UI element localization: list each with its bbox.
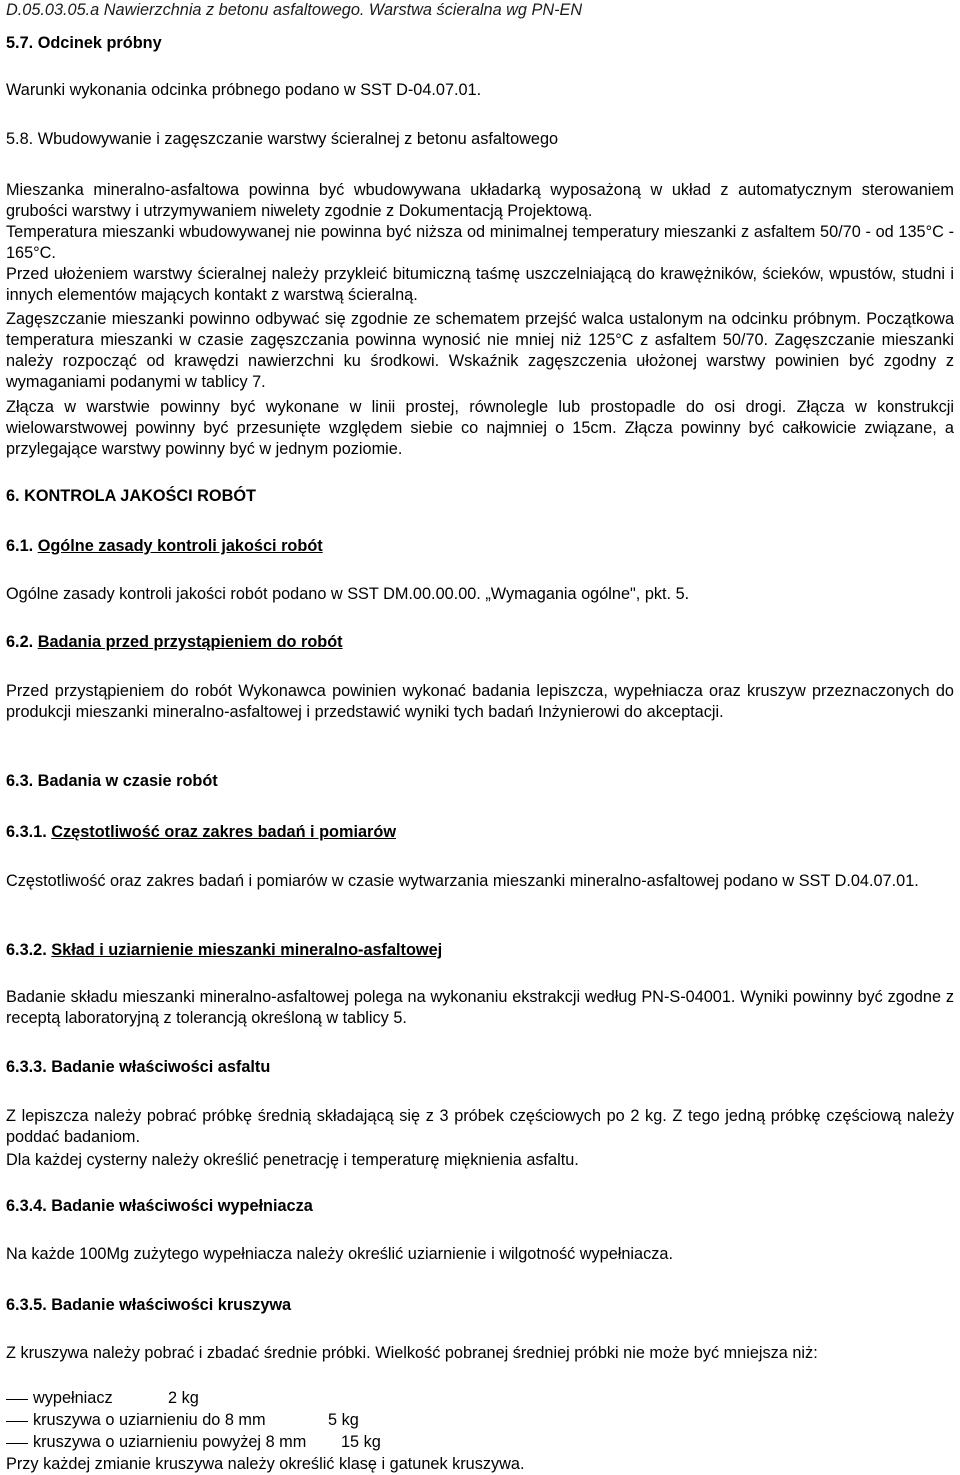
section-heading-5-7 [6, 33, 954, 54]
paragraph: Warunki wykonania odcinka próbnego podano w SST D-04.07.01. [6, 81, 482, 99]
section-title: Skład i uziarnienie mieszanki mineralno-asfaltowej [51, 941, 443, 959]
list-item-label: kruszywa o uziarnieniu powyżej 8 mm [33, 1433, 307, 1451]
paragraph: Badanie składu mieszanki mineralno-asfaltowej polega na wykonaniu ekstrakcji według PN-S-04001. Wyniki powinny być zgodne z receptą laboratoryjną z tolerancją określoną w tablicy 5. [6, 988, 954, 1027]
section-title: Badanie właściwości wypełniacza [51, 1197, 313, 1215]
section-title: Badania przed przystąpieniem do robót [37, 633, 343, 651]
section-title: Badanie właściwości kruszywa [51, 1296, 292, 1314]
list-item-value: 5 kg [328, 1411, 359, 1429]
paragraph: Złącza w warstwie powinny być wykonane w linii prostej, równolegle lub prostopadle do osi drogi. Złącza w konstrukcji wielowarstwowej powinny być przesunięte względem siebie co najmniej o 15cm. Złącza powinny być całkowicie związane, a przylegające warstwy powinny być w jednym poziomie. [6, 398, 954, 458]
section-number: 6.1. [6, 537, 34, 555]
section-number: 6.3.3. [6, 1058, 47, 1076]
section-heading-6-3-4 [6, 1196, 954, 1217]
section-number: 5.7. [6, 34, 34, 52]
section-heading-6-3-3 [6, 1057, 954, 1078]
section-heading-5-8 [6, 129, 954, 150]
section-number: 6.2. [6, 633, 34, 651]
section-heading-6-1 [6, 536, 954, 557]
paragraph: Przed ułożeniem warstwy ścieralnej należy przykleić bitumiczną taśmę uszczelniającą do krawężników, ścieków, wpustów, studni i innych elementów mających kontakt z warstwą ścieralną. [6, 265, 954, 304]
list-item-label: kruszywa o uziarnieniu do 8 mm [33, 1411, 266, 1429]
paragraph: Zagęszczanie mieszanki powinno odbywać się zgodnie ze schematem przejść walca ustalonym na odcinku próbnym. Początkowa temperatura mieszanki w czasie zagęszczania powinna wynosić nie mniej niż 125°C z asfaltem 50/70. Zagęszczanie mieszanki należy rozpocząć od krawędzi nawierzchni ku środkowi. Wskaźnik zagęszczenia ułożonej warstwy powinien być zgodny z wymaganiami podanymi w tablicy 7. [6, 310, 954, 391]
section-heading-6-3-5 [6, 1295, 954, 1316]
paragraph: Dla każdej cysterny należy określić penetrację i temperaturę mięknienia asfaltu. [6, 1151, 579, 1169]
paragraph: Przed przystąpieniem do robót Wykonawca powinien wykonać badania lepiszcza, wypełniacza oraz kruszyw przeznaczonych do produkcji mieszanki mineralno-asfaltowej i przedstawić wyniki tych badań Inżynierowi do akceptacji. [6, 682, 954, 721]
section-number: 5.8. [6, 130, 34, 148]
section-number: 6.3.5. [6, 1296, 47, 1314]
section-number: 6.3.1. [6, 823, 47, 841]
paragraph: Z lepiszcza należy pobrać próbkę średnią składającą się z 3 próbek częściowych po 2 kg. Z tego jedną próbkę częściową należy poddać badaniom. [6, 1107, 954, 1146]
section-title: Odcinek próbny [37, 34, 162, 52]
list-item-value: 2 kg [168, 1389, 199, 1407]
paragraph: Temperatura mieszanki wbudowywanej nie powinna być niższa od minimalnej temperatury mieszanki z asfaltem 50/70 - od 135°C - 165°C. [6, 223, 954, 262]
paragraph: Na każde 100Mg zużytego wypełniacza należy określić uziarnienie i wilgotność wypełniacza. [6, 1245, 673, 1263]
list-item-label: wypełniacz [33, 1389, 113, 1407]
section-heading-6-3-2 [6, 940, 954, 961]
paragraph: Ogólne zasady kontroli jakości robót podano w SST DM.00.00.00. „Wymagania ogólne", pkt. 5. [6, 585, 690, 603]
paragraph: Przy każdej zmianie kruszywa należy określić klasę i gatunek kruszywa. [6, 1455, 525, 1473]
dash-bullet [6, 1421, 28, 1422]
section-number: 6.3.2. [6, 941, 47, 959]
list-item [6, 1432, 426, 1453]
paragraph: Z kruszywa należy pobrać i zbadać średnie próbki. Wielkość pobranej średniej próbki nie może być mniejsza niż: [6, 1344, 818, 1362]
section-title: Częstotliwość oraz zakres badań i pomiarów [51, 823, 396, 841]
section-heading-6-3: 6.3. Badania w czasie robót [6, 772, 218, 790]
list-item [6, 1410, 426, 1431]
section-title: Badanie właściwości asfaltu [51, 1058, 271, 1076]
list-item [6, 1388, 426, 1409]
section-number: 6.3.4. [6, 1197, 47, 1215]
section-heading-6-3-1 [6, 822, 954, 843]
paragraph: Częstotliwość oraz zakres badań i pomiarów w czasie wytwarzania mieszanki mineralno-asfaltowej podano w SST D.04.07.01. [6, 872, 919, 890]
chapter-heading-6: 6. KONTROLA JAKOŚCI ROBÓT [6, 487, 256, 505]
section-title: Wbudowywanie i zagęszczanie warstwy ścieralnej z betonu asfaltowego [37, 130, 559, 148]
dash-bullet [6, 1399, 28, 1400]
page-header: D.05.03.05.a Nawierzchnia z betonu asfaltowego. Warstwa ścieralna wg PN-EN [6, 1, 583, 19]
list-item-value: 15 kg [341, 1433, 381, 1451]
section-title: Ogólne zasady kontroli jakości robót [37, 537, 323, 555]
dash-bullet [6, 1443, 28, 1444]
paragraph: Mieszanka mineralno-asfaltowa powinna być wbudowywana układarką wyposażoną w układ z automatycznym sterowaniem grubości warstwy i utrzymywaniem niwelety zgodnie z Dokumentacją Projektową. [6, 181, 954, 220]
section-heading-6-2 [6, 632, 954, 653]
